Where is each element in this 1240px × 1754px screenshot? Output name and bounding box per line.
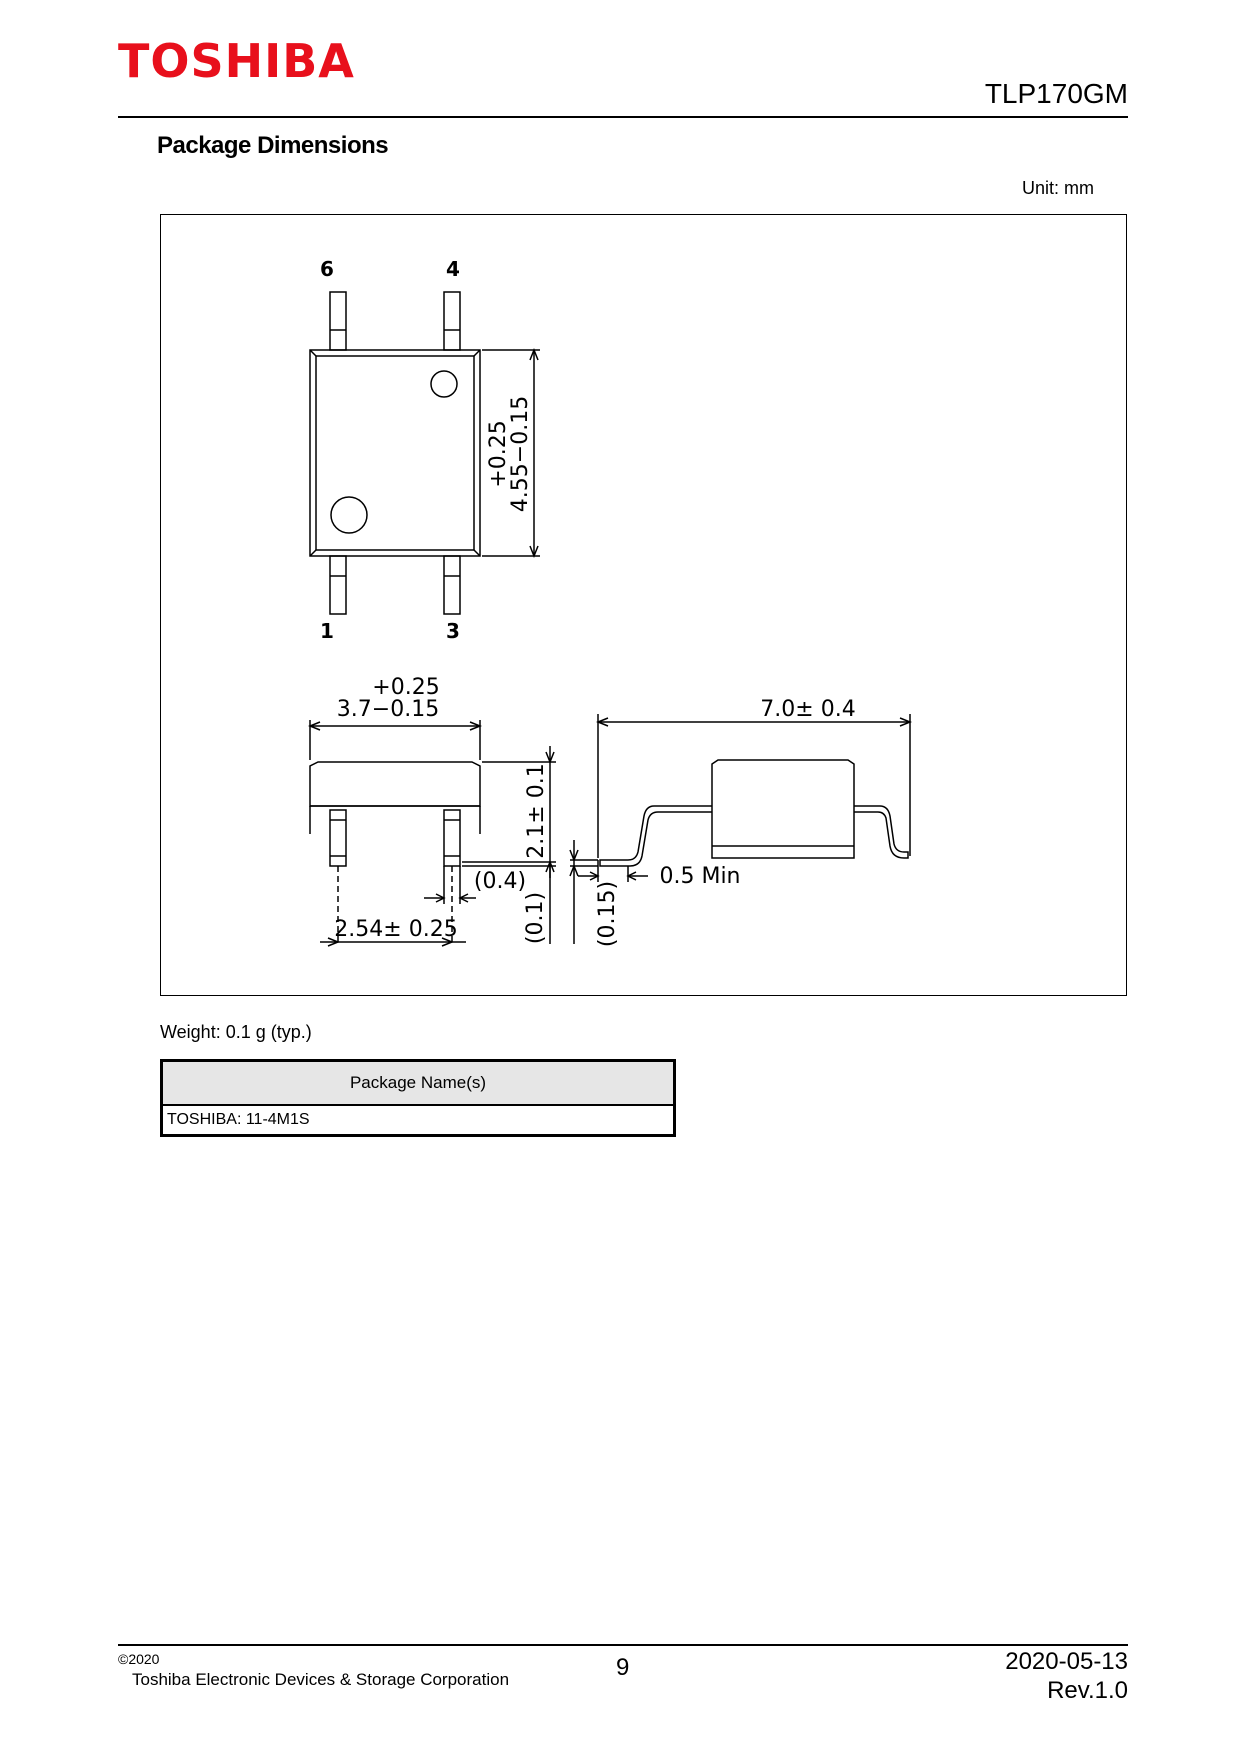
footer-revision: Rev.1.0 xyxy=(1047,1677,1128,1704)
footer-date: 2020-05-13 xyxy=(1005,1648,1128,1675)
dim-width-value: 3.7−0.15 xyxy=(336,697,440,722)
page-number: 9 xyxy=(616,1654,630,1681)
header-rule xyxy=(118,116,1128,118)
index-mark-icon xyxy=(431,371,457,397)
package-name-table xyxy=(160,1059,676,1137)
toshiba-logo: TOSHIBA xyxy=(118,34,355,88)
pin-label-1: 1 xyxy=(320,619,334,643)
dim-width-tolerance: +0.25 xyxy=(372,675,440,700)
front-view xyxy=(310,720,556,946)
footer-rule xyxy=(118,1644,1128,1646)
dim-standoff: (0.1) xyxy=(523,891,548,945)
pin-label-6: 6 xyxy=(320,257,334,281)
unit-label: Unit: mm xyxy=(1022,178,1094,198)
dim-thickness: 2.1± 0.1 xyxy=(524,763,549,859)
dim-length: 7.0± 0.4 xyxy=(760,697,856,722)
section-title: Package Dimensions xyxy=(157,132,389,159)
package-table-header: Package Name(s) xyxy=(162,1061,675,1106)
pin-label-4: 4 xyxy=(446,257,460,281)
pin-label-3: 3 xyxy=(446,619,460,643)
footer-company: Toshiba Electronic Devices & Storage Corporation xyxy=(132,1670,510,1689)
dim-lead-thickness: (0.15) xyxy=(595,880,620,948)
weight-label: Weight: 0.1 g (typ.) xyxy=(160,1022,312,1042)
package-table-row: TOSHIBA: 11-4M1S xyxy=(167,1111,310,1128)
dim-height-tolerance: +0.25 xyxy=(486,420,511,488)
dim-height-value: 4.55−0.15 xyxy=(508,395,533,513)
pin1-mark-icon xyxy=(331,497,367,533)
dim-lead-width: (0.4) xyxy=(473,869,527,894)
part-number: TLP170GM xyxy=(984,78,1128,109)
dim-pitch: 2.54± 0.25 xyxy=(334,917,458,942)
dim-lead-min: 0.5 Min xyxy=(659,864,741,889)
footer-copyright: ©2020 xyxy=(118,1651,160,1667)
package-dimension-drawing xyxy=(160,214,1127,996)
side-view xyxy=(570,714,910,944)
